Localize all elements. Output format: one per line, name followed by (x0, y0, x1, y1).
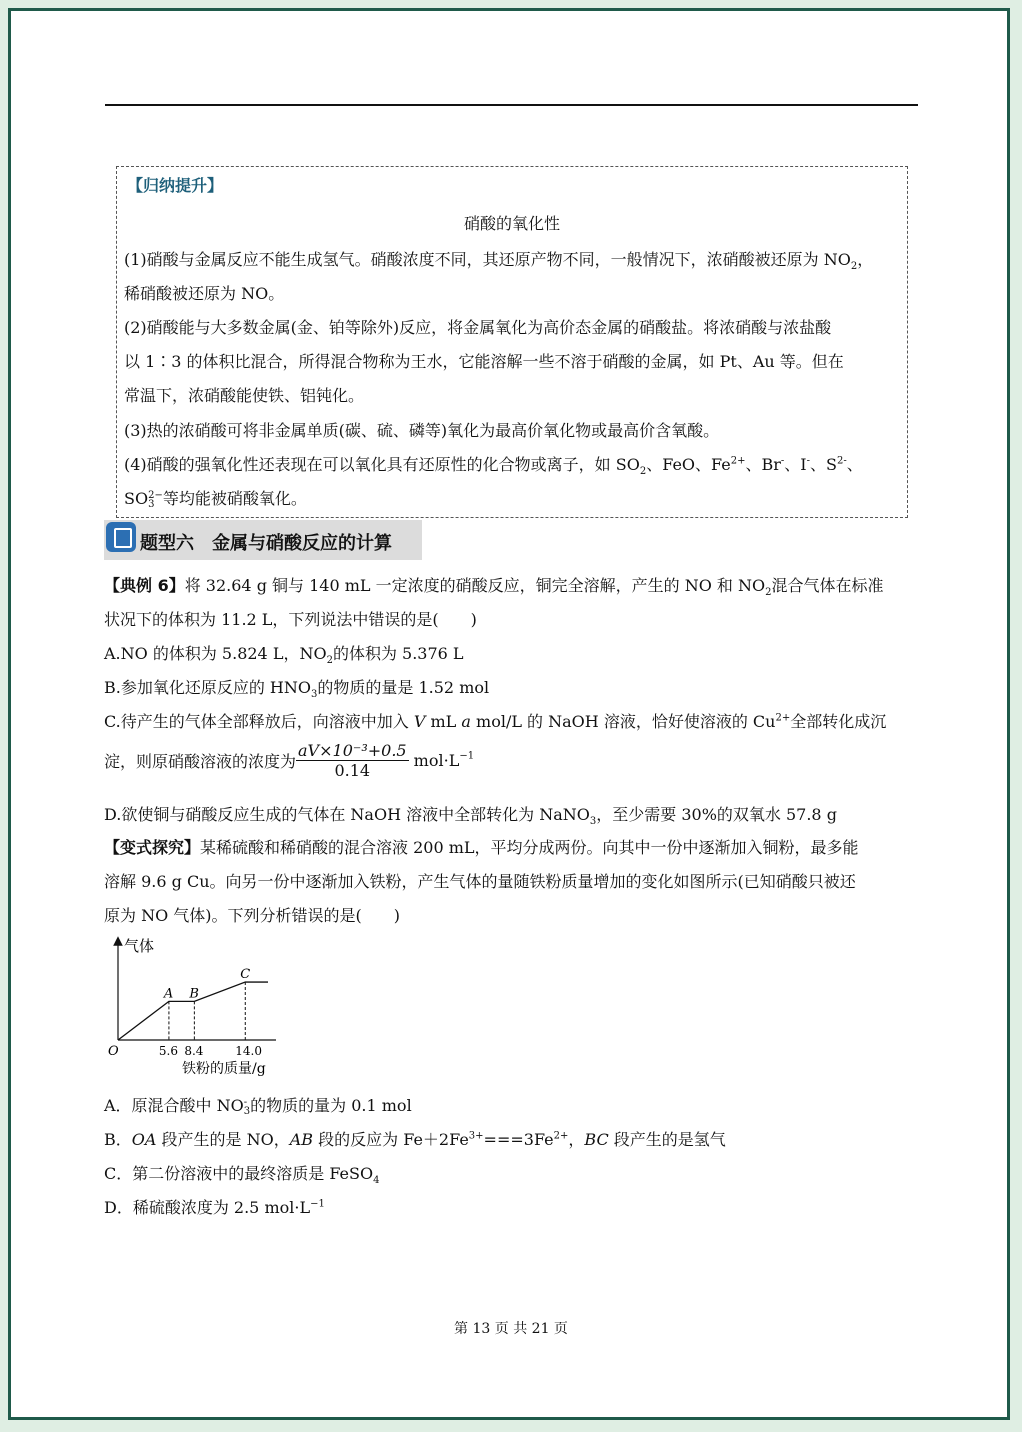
gas-iron-chart (104, 935, 284, 1080)
example-line-1: 【典例 6】将 32.64 g 铜与 140 mL 一定浓度的硝酸反应，铜完全溶解，产生的 NO 和 $NO_2$混合气体在标准 (104, 576, 884, 599)
summary-line-3: (2)硝酸能与大多数金属(金、铂等除外)反应，将金属氧化为高价态金属的硝酸盐。将浓硝酸与浓盐酸 (124, 318, 832, 337)
option-c-line-2: 淀，则原硝酸溶液的浓度为 $\frac{\text{aV×10⁻³+0.5}}{0.14}$ $mol\cdot L^{-1}$ (104, 741, 475, 780)
x-axis-label: 铁粉的质量/g (182, 1061, 266, 1077)
point-label-c: C (240, 967, 251, 983)
option-b: B.参加氧化还原反应的 $HNO_3$的物质的量是 1.52 mol (104, 678, 490, 701)
concentration-fraction: $\frac{\text{aV×10⁻³+0.5}}{0.14}$ (298, 741, 407, 780)
summary-line-6: (3)热的浓硝酸可将非金属单质(碳、硫、磷等)氧化为最高价氧化物或最高价含氧酸。 (124, 421, 720, 440)
summary-box-heading: 硝酸的氧化性 (463, 214, 560, 233)
edit-icon (106, 522, 136, 552)
variant-option-c: C．第二份溶液中的最终溶质是 FeSO$_4$ (104, 1164, 380, 1187)
origin-label: O (108, 1044, 119, 1059)
variant-option-d: D．稀硫酸浓度为 2.5 $mol\cdot L^{-1}$ (104, 1198, 325, 1217)
summary-line-2: 稀硝酸被还原为 NO。 (124, 284, 285, 303)
variant-line-3: 原为 NO 气体)。下列分析错误的是( ) (104, 906, 401, 925)
point-label-b: B (189, 986, 199, 1002)
summary-line-5: 常温下，浓硝酸能使铁、铝钝化。 (124, 386, 365, 405)
summary-box-title: 【归纳提升】 (127, 176, 224, 195)
point-label-a: A (163, 986, 174, 1002)
option-d: D.欲使铜与硝酸反应生成的气体在 NaOH 溶液中全部转化为 NaNO$_3$，至少需要 30%的双氧水 57.8 g (104, 805, 837, 828)
option-a: A.NO 的体积为 5.824 L，$NO_2$的体积为 5.376 L (104, 644, 464, 667)
x-tick-label: 14.0 (235, 1044, 262, 1058)
variant-option-b: B．OA 段产生的是 NO，AB 段的反应为 $Fe+2Fe^{3+}===3Fe^{2+}$，BC 段产生的是氢气 (104, 1130, 726, 1149)
example-line-2: 状况下的体积为 11.2 L，下列说法中错误的是( ) (104, 610, 477, 629)
summary-line-7: (4)硝酸的强氧化性还表现在可以氧化具有还原性的化合物或离子，如 $SO_2$、FeO、$Fe^{2+}$、Br-、I-、$S^{2-}$、 (124, 455, 863, 478)
header-rule (105, 104, 918, 106)
summary-line-4: 以 1∶3 的体积比混合，所得混合物称为王水，它能溶解一些不溶于硝酸的金属，如 Pt、Au 等。但在 (124, 352, 844, 371)
x-tick-label: 8.4 (184, 1044, 204, 1058)
page-footer: 第 13 页 共 21 页 (454, 1321, 568, 1337)
section-header (104, 520, 422, 560)
summary-line-8: SO 2− 3 等均能被硝酸氧化。 (124, 489, 307, 510)
variant-line-2: 溶解 9.6 g Cu。向另一份中逐渐加入铁粉，产生气体的量随铁粉质量增加的变化如图所示(已知硝酸只被还 (104, 872, 856, 891)
variant-line-1: 【变式探究】某稀硫酸和稀硝酸的混合溶液 200 mL，平均分成两份。向其中一份中逐渐加入铜粉，最多能 (104, 838, 859, 857)
summary-line-1: (1)硝酸与金属反应不能生成氢气。硝酸浓度不同，其还原产物不同，一般情况下，浓硝酸被还原为 $NO_2$， (124, 250, 874, 273)
x-tick-label: 5.6 (158, 1044, 179, 1058)
section-title: 题型六 金属与硝酸反应的计算 (140, 533, 392, 554)
option-c-line-1: C.待产生的气体全部释放后，向溶液中加入 V mL a mol/L 的 NaOH 溶液，恰好使溶液的 $Cu^{2+}$全部转化成沉 (104, 712, 887, 731)
y-axis-label: 气体 (124, 937, 155, 955)
variant-option-a: A．原混合酸中 NO - 3 的物质的量为 0.1 mol (104, 1096, 412, 1117)
